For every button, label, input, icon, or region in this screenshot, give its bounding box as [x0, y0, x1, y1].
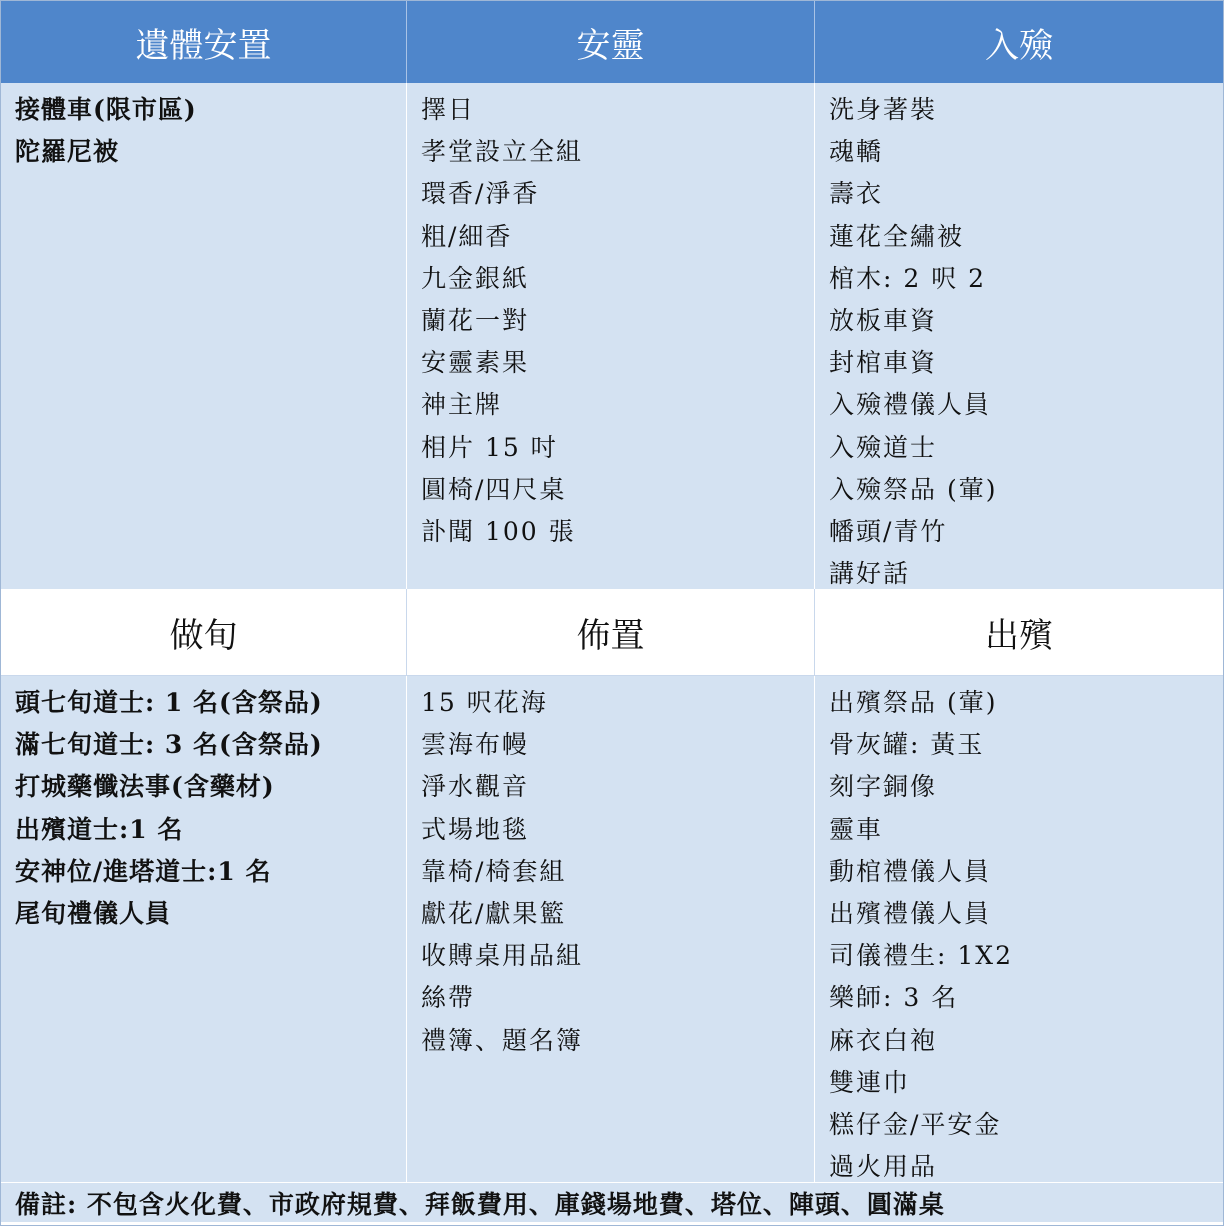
- header-decoration: 佈置: [407, 589, 815, 675]
- list-item: 骨灰罐: 黃玉: [829, 730, 985, 760]
- list-item: 陀羅尼被: [15, 137, 120, 167]
- list-item: 擇日: [421, 95, 476, 124]
- list-item: 九金銀紙: [421, 263, 530, 293]
- list-item: 蘭花一對: [421, 305, 530, 335]
- header-row-1: [1, 1, 1223, 83]
- list-item: 麻衣白袍: [829, 1025, 938, 1055]
- list-item: 滿七旬道士: 3 名(含祭品): [15, 730, 323, 760]
- header-encoffining: 入殮: [985, 25, 1053, 66]
- list-item: 糕仔金/平安金: [829, 1109, 1002, 1139]
- list-item: 蓮花全繡被: [829, 221, 965, 251]
- list-item: 入殮祭品 (葷): [829, 474, 998, 504]
- list-item: 絲帶: [421, 983, 476, 1013]
- list-item: 安神位/進塔道士:1 名: [15, 856, 272, 886]
- list-item: 入殮道士: [829, 432, 938, 462]
- header-spirit-setup: 安靈: [407, 1, 815, 83]
- header-row-2: [1, 589, 1223, 676]
- list-item: 接體車(限市區): [15, 95, 197, 124]
- spirit-setup-list: [407, 83, 815, 589]
- list-item: 雙連巾: [829, 1067, 911, 1097]
- list-item: 相片 15 吋: [421, 432, 558, 462]
- list-item: 粗/細香: [421, 221, 513, 251]
- list-item: 魂轎: [829, 137, 884, 167]
- list-item: 動棺禮儀人員: [829, 856, 992, 886]
- list-item: 刻字銅像: [829, 772, 938, 802]
- funeral-procession-list: [815, 676, 1223, 1182]
- list-item: 環香/淨香: [421, 179, 540, 209]
- body-row-1: [1, 83, 1223, 589]
- list-item: 淨水觀音: [421, 772, 530, 802]
- header-funeral-procession: 出殯: [985, 615, 1053, 656]
- list-item: 入殮禮儀人員: [829, 390, 992, 420]
- list-item: 孝堂設立全組: [421, 137, 584, 167]
- list-item: 出殯道士:1 名: [15, 814, 184, 844]
- list-item: 司儀禮生: 1X2: [829, 941, 1013, 971]
- list-item: 式場地毯: [421, 814, 530, 844]
- list-item: 壽衣: [829, 179, 884, 209]
- list-item: 訃聞 100 張: [421, 516, 576, 546]
- list-item: 講好話: [829, 559, 911, 589]
- list-item: 獻花/獻果籃: [421, 898, 567, 928]
- list-item: 神主牌: [421, 390, 503, 420]
- list-item: 幡頭/青竹: [829, 516, 948, 546]
- list-item: 15 呎花海: [421, 688, 548, 717]
- list-item: 安靈素果: [421, 348, 530, 378]
- encoffining-list: [815, 83, 1223, 589]
- list-item: 收賻桌用品組: [421, 941, 584, 971]
- list-item: 過火用品: [829, 1152, 938, 1182]
- header-remains-placement: 遺體安置: [1, 1, 407, 83]
- list-item: 封棺車資: [829, 348, 938, 378]
- list-item: 雲海布幔: [421, 730, 530, 760]
- list-item: 靠椅/椅套組: [421, 856, 567, 886]
- list-item: 打城藥懺法事(含藥材): [15, 772, 275, 802]
- list-item: 禮簿、題名簿: [421, 1025, 584, 1055]
- list-item: 放板車資: [829, 305, 938, 335]
- list-item: 棺木: 2 呎 2: [829, 263, 987, 293]
- decoration-list: [407, 676, 815, 1182]
- list-item: 圓椅/四尺桌: [421, 474, 567, 504]
- memorial-rites-list: [1, 676, 407, 1182]
- list-item: 洗身著裝: [829, 95, 938, 124]
- list-item: 尾旬禮儀人員: [15, 898, 172, 928]
- list-item: 出殯祭品 (葷): [829, 688, 998, 717]
- list-item: 靈車: [829, 814, 884, 844]
- header-memorial-rites: 做旬: [1, 589, 407, 675]
- body-row-2: [1, 676, 1223, 1182]
- list-item: 出殯禮儀人員: [829, 898, 992, 928]
- footnote: 備註: 不包含火化費、市政府規費、拜飯費用、庫錢場地費、塔位、陣頭、圓滿桌: [1, 1182, 1223, 1222]
- remains-placement-list: [1, 83, 407, 589]
- list-item: 頭七旬道士: 1 名(含祭品): [15, 688, 323, 717]
- list-item: 樂師: 3 名: [829, 983, 959, 1013]
